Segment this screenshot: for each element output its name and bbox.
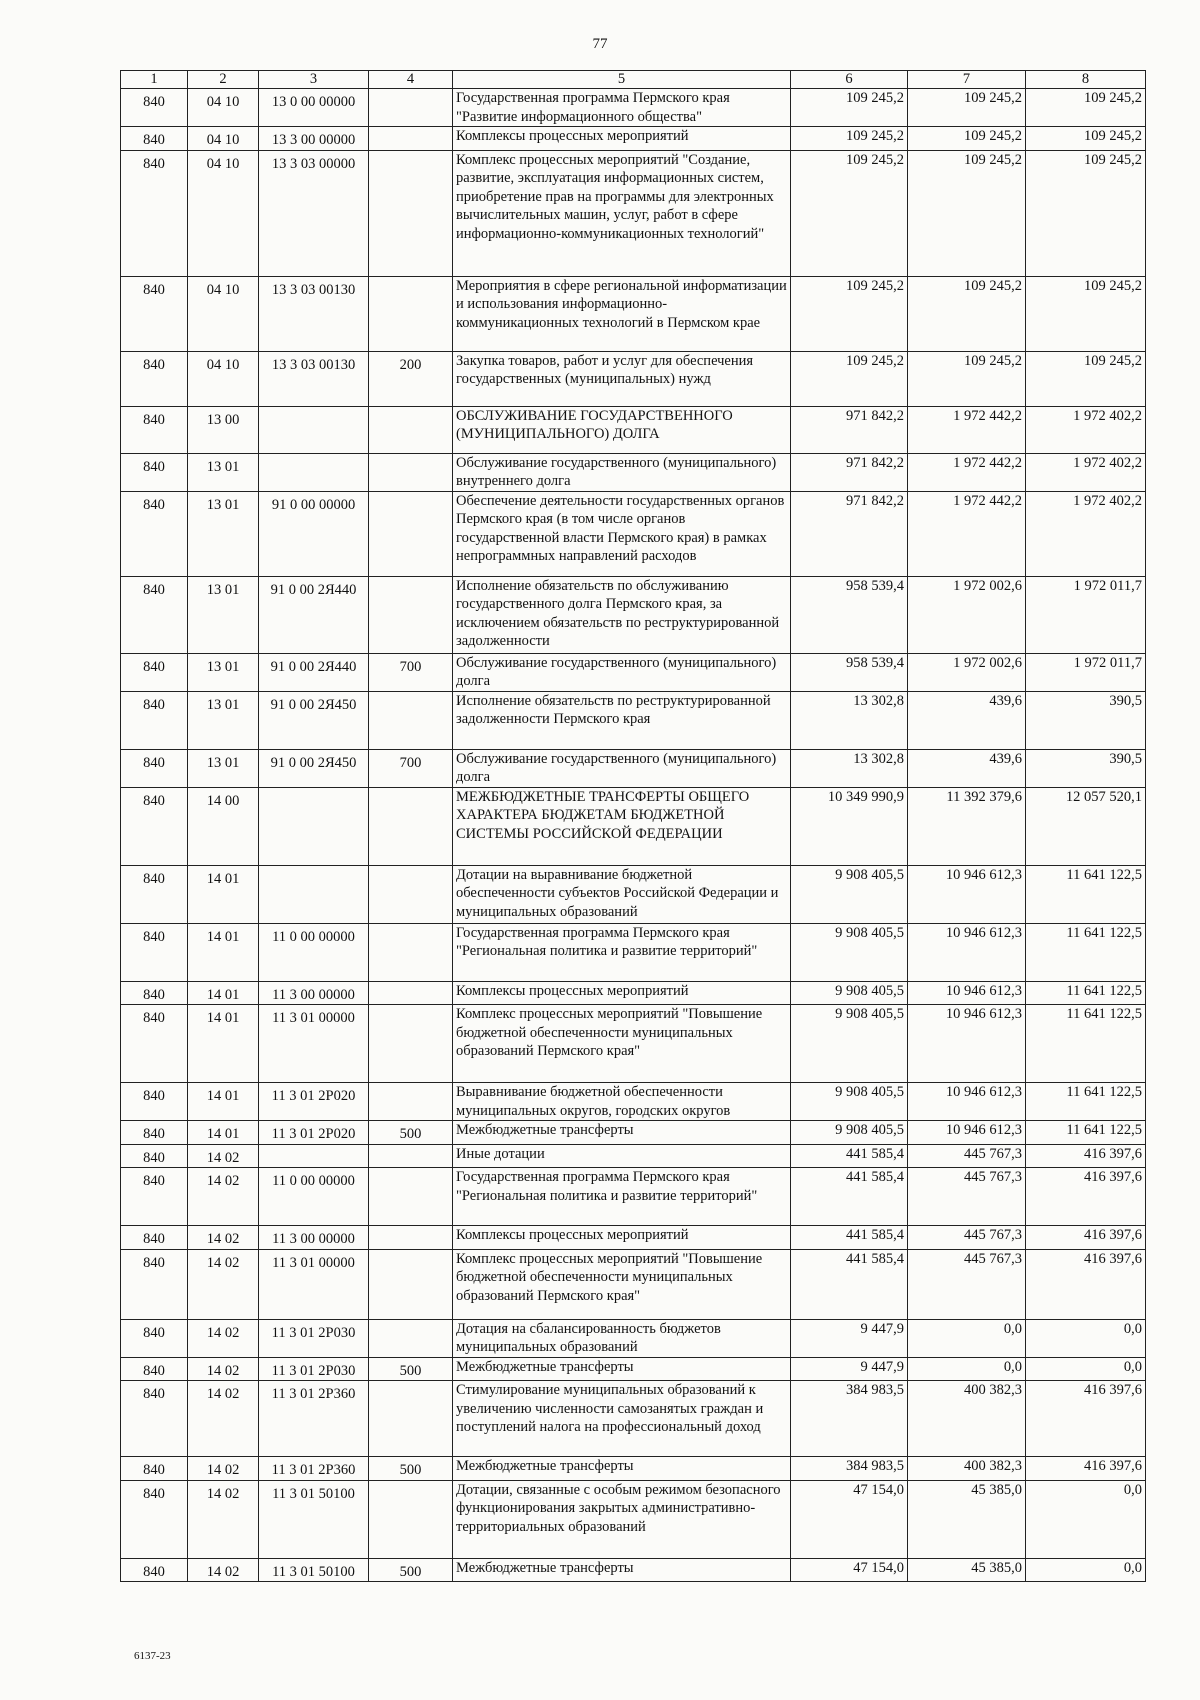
amount-2025-cell: 10 946 612,3 [908,923,1026,981]
amount-2026-cell: 11 641 122,5 [1026,1083,1146,1121]
amount-2025-cell: 400 382,3 [908,1457,1026,1481]
section-code-cell: 13 00 [188,406,259,453]
section-code-cell: 04 10 [188,89,259,127]
amount-2025-cell: 109 245,2 [908,127,1026,151]
table-row [121,923,1146,981]
amount-2024-cell: 441 585,4 [791,1144,908,1168]
grbs-code-cell: 840 [121,127,188,151]
expense-type-code-cell [369,276,453,351]
target-article-code-cell: 11 3 01 00000 [259,1249,369,1319]
table-body [121,89,1146,1582]
description-cell: Государственная программа Пермского края "Региональная политика и развитие территорий" [453,923,791,981]
amount-2025-cell: 10 946 612,3 [908,865,1026,923]
amount-2026-cell: 1 972 011,7 [1026,576,1146,653]
expense-type-code-cell [369,981,453,1005]
expense-type-code-cell [369,406,453,453]
grbs-code-cell: 840 [121,276,188,351]
section-code-cell: 14 01 [188,1121,259,1145]
section-code-cell: 13 01 [188,491,259,576]
amount-2025-cell: 0,0 [908,1357,1026,1381]
target-article-code-cell: 11 3 01 2Р020 [259,1121,369,1145]
target-article-code-cell: 13 3 00 00000 [259,127,369,151]
amount-2024-cell: 109 245,2 [791,127,908,151]
section-code-cell: 14 01 [188,1005,259,1083]
grbs-code-cell: 840 [121,453,188,491]
amount-2025-cell: 1 972 002,6 [908,576,1026,653]
amount-2026-cell: 390,5 [1026,691,1146,749]
amount-2025-cell: 439,6 [908,749,1026,787]
amount-2024-cell: 441 585,4 [791,1249,908,1319]
amount-2026-cell: 11 641 122,5 [1026,1121,1146,1145]
table-row [121,1319,1146,1357]
table-row [121,1226,1146,1250]
amount-2024-cell: 958 539,4 [791,576,908,653]
amount-2025-cell: 10 946 612,3 [908,1005,1026,1083]
amount-2026-cell: 416 397,6 [1026,1168,1146,1226]
amount-2025-cell: 400 382,3 [908,1381,1026,1457]
grbs-code-cell: 840 [121,1558,188,1582]
column-header-6: 6 [791,71,908,89]
grbs-code-cell: 840 [121,1168,188,1226]
description-cell: Межбюджетные трансферты [453,1121,791,1145]
table-row [121,127,1146,151]
expense-type-code-cell [369,1083,453,1121]
table-row [121,453,1146,491]
section-code-cell: 13 01 [188,653,259,691]
table-row [121,1083,1146,1121]
table-row [121,1480,1146,1558]
grbs-code-cell: 840 [121,1121,188,1145]
expense-type-code-cell [369,865,453,923]
section-code-cell: 04 10 [188,127,259,151]
expense-type-code-cell: 500 [369,1121,453,1145]
amount-2025-cell: 45 385,0 [908,1558,1026,1582]
description-cell: Обеспечение деятельности государственных органов Пермского края (в том числе органов государственной власти Пермского края) в рамках непрограммных направлений расходов [453,491,791,576]
column-header-8: 8 [1026,71,1146,89]
amount-2024-cell: 441 585,4 [791,1168,908,1226]
amount-2025-cell: 1 972 442,2 [908,406,1026,453]
amount-2025-cell: 445 767,3 [908,1144,1026,1168]
budget-table [120,70,1146,1582]
grbs-code-cell: 840 [121,1381,188,1457]
amount-2024-cell: 9 908 405,5 [791,923,908,981]
grbs-code-cell: 840 [121,923,188,981]
page-number: 77 [592,36,608,52]
amount-2026-cell: 0,0 [1026,1357,1146,1381]
amount-2025-cell: 109 245,2 [908,89,1026,127]
expense-type-code-cell: 500 [369,1357,453,1381]
table-row [121,691,1146,749]
table-row [121,1558,1146,1582]
amount-2024-cell: 109 245,2 [791,276,908,351]
section-code-cell: 14 00 [188,787,259,865]
grbs-code-cell: 840 [121,787,188,865]
description-cell: Комплекс процессных мероприятий "Повышение бюджетной обеспеченности муниципальных образований Пермского края" [453,1005,791,1083]
target-article-code-cell: 11 3 01 00000 [259,1005,369,1083]
amount-2025-cell: 445 767,3 [908,1249,1026,1319]
column-header-7: 7 [908,71,1026,89]
expense-type-code-cell: 500 [369,1558,453,1582]
grbs-code-cell: 840 [121,1319,188,1357]
target-article-code-cell: 13 0 00 00000 [259,89,369,127]
expense-type-code-cell [369,89,453,127]
target-article-code-cell: 13 3 03 00130 [259,276,369,351]
grbs-code-cell: 840 [121,1005,188,1083]
section-code-cell: 14 02 [188,1457,259,1481]
expense-type-code-cell [369,1319,453,1357]
description-cell: Межбюджетные трансферты [453,1357,791,1381]
section-code-cell: 14 01 [188,981,259,1005]
target-article-code-cell: 11 3 01 50100 [259,1558,369,1582]
amount-2024-cell: 384 983,5 [791,1381,908,1457]
section-code-cell: 14 02 [188,1144,259,1168]
table-row [121,576,1146,653]
amount-2026-cell: 0,0 [1026,1558,1146,1582]
section-code-cell: 14 02 [188,1381,259,1457]
amount-2024-cell: 109 245,2 [791,351,908,406]
expense-type-code-cell [369,1144,453,1168]
amount-2026-cell: 0,0 [1026,1319,1146,1357]
amount-2025-cell: 0,0 [908,1319,1026,1357]
target-article-code-cell: 11 0 00 00000 [259,1168,369,1226]
table-row [121,491,1146,576]
grbs-code-cell: 840 [121,150,188,276]
amount-2024-cell: 9 908 405,5 [791,1121,908,1145]
amount-2024-cell: 13 302,8 [791,749,908,787]
amount-2024-cell: 109 245,2 [791,89,908,127]
amount-2025-cell: 109 245,2 [908,150,1026,276]
amount-2026-cell: 109 245,2 [1026,127,1146,151]
description-cell: Дотации, связанные с особым режимом безопасного функционирования закрытых административно-территориальных образований [453,1480,791,1558]
amount-2025-cell: 1 972 442,2 [908,491,1026,576]
grbs-code-cell: 840 [121,749,188,787]
grbs-code-cell: 840 [121,1083,188,1121]
expense-type-code-cell [369,491,453,576]
section-code-cell: 13 01 [188,691,259,749]
section-code-cell: 14 01 [188,923,259,981]
target-article-code-cell: 11 3 00 00000 [259,1226,369,1250]
grbs-code-cell: 840 [121,1480,188,1558]
amount-2026-cell: 109 245,2 [1026,276,1146,351]
section-code-cell: 14 02 [188,1558,259,1582]
amount-2024-cell: 9 908 405,5 [791,981,908,1005]
table-row [121,865,1146,923]
amount-2026-cell: 1 972 402,2 [1026,453,1146,491]
target-article-code-cell [259,453,369,491]
grbs-code-cell: 840 [121,981,188,1005]
section-code-cell: 04 10 [188,150,259,276]
section-code-cell: 14 02 [188,1319,259,1357]
expense-type-code-cell [369,1168,453,1226]
table-row [121,749,1146,787]
column-header-2: 2 [188,71,259,89]
description-cell: Обслуживание государственного (муниципального) внутреннего долга [453,453,791,491]
section-code-cell: 14 02 [188,1249,259,1319]
amount-2024-cell: 10 349 990,9 [791,787,908,865]
amount-2026-cell: 11 641 122,5 [1026,923,1146,981]
section-code-cell: 14 01 [188,865,259,923]
description-cell: ОБСЛУЖИВАНИЕ ГОСУДАРСТВЕННОГО (МУНИЦИПАЛЬНОГО) ДОЛГА [453,406,791,453]
amount-2024-cell: 971 842,2 [791,453,908,491]
amount-2026-cell: 12 057 520,1 [1026,787,1146,865]
table-row [121,1005,1146,1083]
amount-2024-cell: 9 908 405,5 [791,865,908,923]
description-cell: Комплексы процессных мероприятий [453,1226,791,1250]
grbs-code-cell: 840 [121,653,188,691]
description-cell: Комплексы процессных мероприятий [453,127,791,151]
grbs-code-cell: 840 [121,491,188,576]
grbs-code-cell: 840 [121,1357,188,1381]
description-cell: Государственная программа Пермского края "Развитие информационного общества" [453,89,791,127]
amount-2024-cell: 9 447,9 [791,1357,908,1381]
description-cell: Исполнение обязательств по реструктурированной задолженности Пермского края [453,691,791,749]
amount-2025-cell: 445 767,3 [908,1168,1026,1226]
expense-type-code-cell: 700 [369,749,453,787]
grbs-code-cell: 840 [121,691,188,749]
section-code-cell: 14 02 [188,1357,259,1381]
expense-type-code-cell: 200 [369,351,453,406]
table-row [121,89,1146,127]
amount-2024-cell: 47 154,0 [791,1558,908,1582]
target-article-code-cell [259,787,369,865]
amount-2024-cell: 971 842,2 [791,406,908,453]
amount-2025-cell: 11 392 379,6 [908,787,1026,865]
amount-2025-cell: 109 245,2 [908,351,1026,406]
description-cell: Государственная программа Пермского края "Региональная политика и развитие территорий" [453,1168,791,1226]
header-row [121,71,1146,89]
amount-2025-cell: 10 946 612,3 [908,1121,1026,1145]
expense-type-code-cell [369,691,453,749]
expense-type-code-cell [369,787,453,865]
amount-2026-cell: 416 397,6 [1026,1144,1146,1168]
amount-2024-cell: 384 983,5 [791,1457,908,1481]
expense-type-code-cell: 700 [369,653,453,691]
amount-2024-cell: 13 302,8 [791,691,908,749]
target-article-code-cell: 91 0 00 00000 [259,491,369,576]
expense-type-code-cell: 500 [369,1457,453,1481]
amount-2025-cell: 109 245,2 [908,276,1026,351]
column-header-4: 4 [369,71,453,89]
description-cell: Дотация на сбалансированность бюджетов муниципальных образований [453,1319,791,1357]
column-header-3: 3 [259,71,369,89]
description-cell: Межбюджетные трансферты [453,1558,791,1582]
amount-2025-cell: 445 767,3 [908,1226,1026,1250]
table-row [121,1457,1146,1481]
description-cell: Комплексы процессных мероприятий [453,981,791,1005]
amount-2025-cell: 1 972 442,2 [908,453,1026,491]
expense-type-code-cell [369,1381,453,1457]
target-article-code-cell: 11 3 01 2Р360 [259,1457,369,1481]
amount-2025-cell: 45 385,0 [908,1480,1026,1558]
target-article-code-cell: 11 3 01 50100 [259,1480,369,1558]
description-cell: Закупка товаров, работ и услуг для обеспечения государственных (муниципальных) нужд [453,351,791,406]
target-article-code-cell: 11 3 01 2Р030 [259,1357,369,1381]
grbs-code-cell: 840 [121,576,188,653]
table-row [121,1168,1146,1226]
description-cell: Выравнивание бюджетной обеспеченности муниципальных округов, городских округов [453,1083,791,1121]
description-cell: Дотации на выравнивание бюджетной обеспеченности субъектов Российской Федерации и муниципальных образований [453,865,791,923]
table-row [121,1357,1146,1381]
expense-type-code-cell [369,923,453,981]
table-row [121,351,1146,406]
section-code-cell: 04 10 [188,351,259,406]
section-code-cell: 13 01 [188,576,259,653]
section-code-cell: 14 02 [188,1226,259,1250]
grbs-code-cell: 840 [121,865,188,923]
column-header-5: 5 [453,71,791,89]
target-article-code-cell [259,406,369,453]
table-row [121,653,1146,691]
description-cell: Исполнение обязательств по обслуживанию государственного долга Пермского края, за исключением обязательств по реструктурированной задолженности [453,576,791,653]
section-code-cell: 14 02 [188,1168,259,1226]
grbs-code-cell: 840 [121,1226,188,1250]
description-cell: МЕЖБЮДЖЕТНЫЕ ТРАНСФЕРТЫ ОБЩЕГО ХАРАКТЕРА БЮДЖЕТАМ БЮДЖЕТНОЙ СИСТЕМЫ РОССИЙСКОЙ ФЕДЕРАЦИИ [453,787,791,865]
amount-2026-cell: 11 641 122,5 [1026,981,1146,1005]
amount-2025-cell: 1 972 002,6 [908,653,1026,691]
amount-2024-cell: 47 154,0 [791,1480,908,1558]
amount-2026-cell: 109 245,2 [1026,89,1146,127]
table-row [121,787,1146,865]
target-article-code-cell: 11 3 01 2Р030 [259,1319,369,1357]
target-article-code-cell: 91 0 00 2Я450 [259,749,369,787]
section-code-cell: 14 01 [188,1083,259,1121]
grbs-code-cell: 840 [121,1144,188,1168]
amount-2026-cell: 390,5 [1026,749,1146,787]
target-article-code-cell: 11 0 00 00000 [259,923,369,981]
description-cell: Комплекс процессных мероприятий "Повышение бюджетной обеспеченности муниципальных образований Пермского края" [453,1249,791,1319]
amount-2026-cell: 1 972 402,2 [1026,406,1146,453]
amount-2024-cell: 441 585,4 [791,1226,908,1250]
expense-type-code-cell [369,576,453,653]
description-cell: Межбюджетные трансферты [453,1457,791,1481]
target-article-code-cell: 11 3 01 2Р020 [259,1083,369,1121]
footer-code: 6137-23 [134,1650,171,1662]
table-row [121,276,1146,351]
expense-type-code-cell [369,1249,453,1319]
description-cell: Стимулирование муниципальных образований к увеличению численности самозанятых граждан и поступлений налога на профессиональный доход [453,1381,791,1457]
description-cell: Иные дотации [453,1144,791,1168]
expense-type-code-cell [369,127,453,151]
table-row [121,406,1146,453]
table-row [121,1121,1146,1145]
target-article-code-cell: 91 0 00 2Я440 [259,576,369,653]
target-article-code-cell: 13 3 03 00000 [259,150,369,276]
expense-type-code-cell [369,453,453,491]
column-header-1: 1 [121,71,188,89]
section-code-cell: 04 10 [188,276,259,351]
table-row [121,1381,1146,1457]
amount-2026-cell: 416 397,6 [1026,1226,1146,1250]
description-cell: Обслуживание государственного (муниципального) долга [453,653,791,691]
target-article-code-cell: 11 3 00 00000 [259,981,369,1005]
amount-2026-cell: 416 397,6 [1026,1381,1146,1457]
amount-2026-cell: 416 397,6 [1026,1457,1146,1481]
target-article-code-cell [259,865,369,923]
amount-2026-cell: 109 245,2 [1026,150,1146,276]
amount-2026-cell: 11 641 122,5 [1026,1005,1146,1083]
amount-2025-cell: 10 946 612,3 [908,981,1026,1005]
grbs-code-cell: 840 [121,89,188,127]
amount-2024-cell: 958 539,4 [791,653,908,691]
table-row [121,150,1146,276]
target-article-code-cell: 11 3 01 2Р360 [259,1381,369,1457]
amount-2026-cell: 1 972 402,2 [1026,491,1146,576]
amount-2025-cell: 439,6 [908,691,1026,749]
expense-type-code-cell [369,1005,453,1083]
amount-2024-cell: 9 908 405,5 [791,1083,908,1121]
table-row [121,1144,1146,1168]
table-row [121,981,1146,1005]
target-article-code-cell: 91 0 00 2Я440 [259,653,369,691]
amount-2025-cell: 10 946 612,3 [908,1083,1026,1121]
target-article-code-cell: 13 3 03 00130 [259,351,369,406]
grbs-code-cell: 840 [121,1457,188,1481]
grbs-code-cell: 840 [121,351,188,406]
target-article-code-cell [259,1144,369,1168]
expense-type-code-cell [369,1480,453,1558]
table-row [121,1249,1146,1319]
section-code-cell: 14 02 [188,1480,259,1558]
grbs-code-cell: 840 [121,406,188,453]
description-cell: Обслуживание государственного (муниципального) долга [453,749,791,787]
amount-2026-cell: 11 641 122,5 [1026,865,1146,923]
amount-2026-cell: 109 245,2 [1026,351,1146,406]
amount-2026-cell: 0,0 [1026,1480,1146,1558]
amount-2024-cell: 971 842,2 [791,491,908,576]
expense-type-code-cell [369,150,453,276]
amount-2024-cell: 9 908 405,5 [791,1005,908,1083]
grbs-code-cell: 840 [121,1249,188,1319]
amount-2026-cell: 1 972 011,7 [1026,653,1146,691]
description-cell: Комплекс процессных мероприятий "Создание, развитие, эксплуатация информационных систем, приобретение прав на программы для электронных вычислительных машин, услуг, работ в сфере информационно-коммуникационных технологий" [453,150,791,276]
description-cell: Мероприятия в сфере региональной информатизации и использования информационно-коммуникационных технологий в Пермском крае [453,276,791,351]
amount-2026-cell: 416 397,6 [1026,1249,1146,1319]
amount-2024-cell: 109 245,2 [791,150,908,276]
section-code-cell: 13 01 [188,749,259,787]
target-article-code-cell: 91 0 00 2Я450 [259,691,369,749]
section-code-cell: 13 01 [188,453,259,491]
amount-2024-cell: 9 447,9 [791,1319,908,1357]
expense-type-code-cell [369,1226,453,1250]
